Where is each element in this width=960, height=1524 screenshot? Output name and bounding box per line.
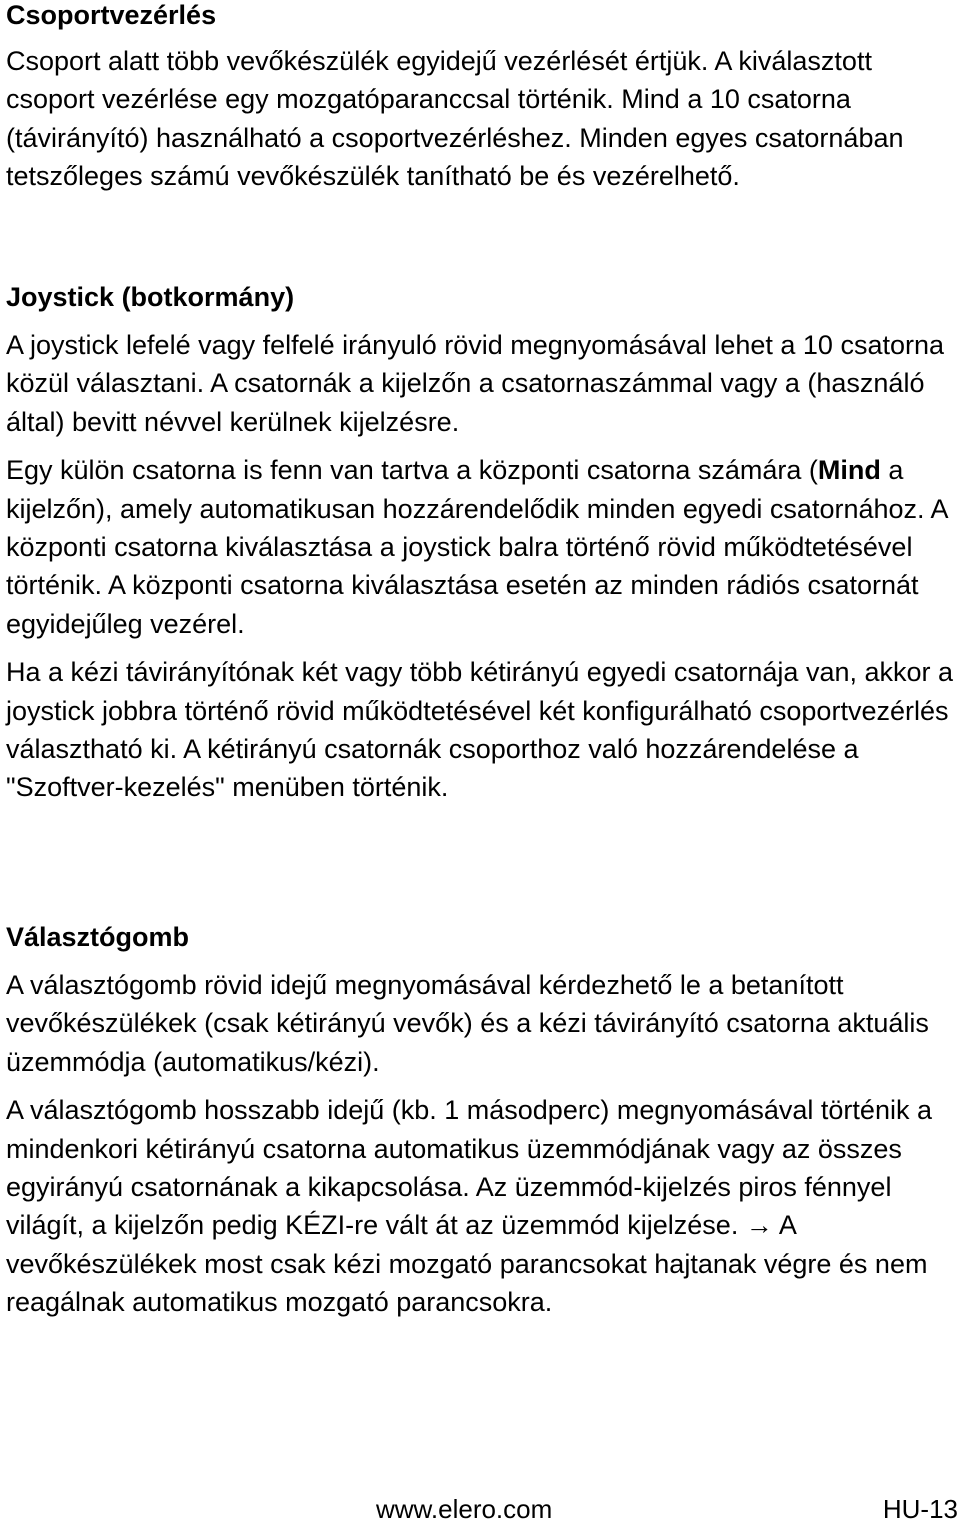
page-footer: [0, 1494, 960, 1524]
section-group-control: [6, 0, 960, 196]
paragraph-joystick-3: Ha a kézi távirányítónak két vagy több kétirányú egyedi csatornája van, akkor a joystick jobbra történő rövid működtetésével két konfigurálható csoportvezérlés választható ki. A kétirányú csatornák csoporthoz való hozzárendelése a "Szoftver-kezelés" menüben történik.: [6, 657, 954, 803]
paragraph-selector-1: A választógomb rövid idejű megnyomásával kérdezhető le a betanított vevőkészülékek (csak kétirányú vevők) és a kézi távirányító csatorna aktuális üzemmódja (automatikus/kézi).: [6, 970, 929, 1077]
heading-joystick: Joystick (botkormány): [6, 282, 295, 312]
mind-channel-label: Mind: [817, 455, 881, 486]
paragraph-selector-2: A választógomb hosszabb idejű (kb. 1 másodperc) megnyomásával történik a mindenkori kétirányú csatorna automatikus üzemmódjának vagy az összes egyirányú csatornának a kikapcsolása. Az üzemmód-kijelzés piros fénnyel világít, a kijelzőn pedig KÉZI-re vált át az üzemmód kijelzése. → A vevőkészülékek most csak kézi mozgató parancsokat hajtanak végre és nem reagálnak automatikus mozgató parancsokra.: [6, 1095, 932, 1318]
heading-group-control: Csoportvezérlés: [6, 0, 217, 30]
paragraph-group-control: Csoport alatt több vevőkészülék egyidejű vezérlését értjük. A kiválasztott csoport vezérlése egy mozgatóparanccsal történik. Mind a 10 csatorna (távirányító) használható a csoportvezérléshez. Minden egyes csatornában tetszőleges számú vevőkészülék tanítható be és vezérelhető.: [6, 46, 904, 192]
section-joystick: [6, 278, 960, 807]
paragraph-joystick-2: [6, 451, 960, 643]
heading-selector-button: Választógomb: [6, 922, 190, 952]
paragraph-joystick-1: A joystick lefelé vagy felfelé irányuló rövid megnyomásával lehet a 10 csatorna közül választani. A csatornák a kijelzőn a csatornaszámmal vagy a (használó által) bevitt névvel kerülnek kijelzésre.: [6, 330, 944, 437]
footer-url: www.elero.com: [376, 1494, 553, 1524]
section-selector-button: [6, 918, 960, 1322]
paragraph-joystick-2-end: a kijelzőn), amely automatikusan hozzárendelődik minden egyedi csatornához. A központi csatorna kiválasztása a joystick balra történő rövid működtetésével történik. A központi csatorna kiválasztása esetén az minden rádiós csatornát egyidejűleg vezérel.: [6, 455, 948, 639]
page-number: HU-13: [882, 1494, 958, 1524]
paragraph-joystick-2-start: Egy külön csatorna is fenn van tartva a központi csatorna számára (: [6, 455, 818, 486]
